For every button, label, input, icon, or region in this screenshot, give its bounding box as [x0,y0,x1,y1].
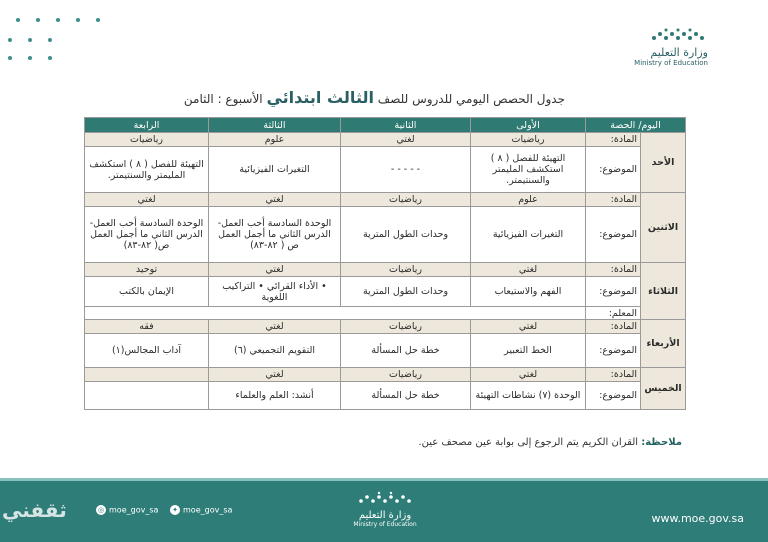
subject-cell: لغتي [471,368,586,382]
footer-ministry-logo [340,490,430,528]
title-grade: الثالث ابتدائي [266,88,374,107]
subject-cell: لغتي [209,320,341,334]
footer-ministry-ar: وزارة التعليم [358,510,412,521]
ministry-name-en: Ministry of Education [634,59,708,67]
header-period-2: الثانية [341,118,471,133]
table-row [85,320,686,334]
ministry-logo-icon [648,24,708,44]
header-day-period: اليوم/ الحصة [586,118,686,133]
instagram-handle: moe_gov_sa [109,505,159,515]
table-row [85,334,686,368]
topic-cell: الخط التعبير [471,334,586,368]
topic-cell: الفهم والاستيعاب [471,277,586,307]
watermark-logo: ثقفني [2,498,67,522]
header-period-3: الثالثة [209,118,341,133]
topic-cell: التقويم التجميعي (٦) [209,334,341,368]
topic-cell: وحدات الطول المترية [341,277,471,307]
topic-cell: التغيرات الفيزيائية [471,207,586,263]
teacher-label: المعلم: [586,307,641,320]
topic-cell: التغيرات الفيزيائية [209,147,341,193]
subject-label: المادة: [586,133,641,147]
table-row [85,368,686,382]
teacher-cell [85,307,586,320]
subject-cell: رياضيات [471,133,586,147]
topic-label: الموضوع: [586,147,641,193]
topic-cell: التهيئة للفصل ( ٨ ) استكشف المليمتر والسنتيمتر. [471,147,586,193]
subject-label: المادة: [586,368,641,382]
subject-cell: علوم [471,193,586,207]
note-label: ملاحظة: [641,437,682,448]
day-cell: الثلاثاء [641,263,686,320]
topic-cell: الوحدة السادسة أحب العمل- الدرس الثاني ما أجمل العمل ص ( ٨٢-٨٣) [209,207,341,263]
header-period-1: الأولى [471,118,586,133]
subject-cell: فقه [85,320,209,334]
topic-cell: آداب المجالس(١) [85,334,209,368]
subject-cell: رياضيات [341,193,471,207]
subject-cell: لغتي [209,368,341,382]
title-week: الأسبوع : الثامن [183,92,263,106]
twitter-handle: moe_gov_sa [183,505,233,515]
subject-cell: لغتي [209,263,341,277]
subject-label: المادة: [586,263,641,277]
day-cell: الأربعاء [641,320,686,368]
topic-cell: الوحدة السادسة أحب العمل- الدرس الثاني ما أجمل العمل ص( ٨٢-٨٣) [85,207,209,263]
title-prefix: جدول الحصص اليومي للدروس للصف [377,92,565,106]
topic-label: الموضوع: [586,334,641,368]
instagram-icon: ◎ [97,506,105,514]
subject-label: المادة: [586,320,641,334]
subject-cell: لغتي [341,133,471,147]
topic-label: الموضوع: [586,382,641,410]
subject-cell [85,368,209,382]
subject-cell: رياضيات [85,133,209,147]
topic-cell: الوحدة (٧) نشاطات التهيئة [471,382,586,410]
subject-cell: لغتي [471,263,586,277]
footer-ministry-logo-icon [355,490,415,506]
twitter-icon: ✦ [170,505,180,515]
page-title [120,88,565,107]
topic-cell [85,382,209,410]
table-row [85,382,686,410]
table-row [85,277,686,307]
twitter-link[interactable] [170,505,232,515]
subject-cell: لغتي [209,193,341,207]
table-row [85,207,686,263]
instagram-link[interactable] [96,505,158,515]
subject-cell: توحيد [85,263,209,277]
schedule-table [84,117,686,410]
topic-label: الموضوع: [586,207,641,263]
subject-cell: لغتي [85,193,209,207]
day-cell: الاثنين [641,193,686,263]
subject-cell: رياضيات [341,368,471,382]
table-row [85,307,686,320]
subject-cell: رياضيات [341,263,471,277]
topic-cell: • الأداء القرائي • التراكيب اللغوية [209,277,341,307]
subject-cell: رياضيات [341,320,471,334]
day-cell: الأحد [641,133,686,193]
topic-cell: خطة حل المسألة [341,334,471,368]
footer-ministry-en: Ministry of Education [353,521,417,528]
subject-label: المادة: [586,193,641,207]
note [300,437,682,448]
topic-label: الموضوع: [586,277,641,307]
topic-cell: خطة حل المسألة [341,382,471,410]
table-row [85,133,686,147]
topic-cell: أنشد: العلم والعلماء [209,382,341,410]
table-header-row [85,118,686,133]
table-row [85,263,686,277]
note-text: القران الكريم يتم الرجوع إلى بوابة عين مصحف عين. [418,437,639,448]
table-row [85,147,686,193]
day-cell: الخميس [641,368,686,410]
website-link[interactable]: www.moe.gov.sa [651,512,744,525]
subject-cell: علوم [209,133,341,147]
table-row [85,193,686,207]
topic-cell: الإيمان بالكتب [85,277,209,307]
topic-cell: وحدات الطول المترية [341,207,471,263]
header-period-4: الرابعة [85,118,209,133]
subject-cell: لغتي [471,320,586,334]
topic-cell: - - - - - [341,147,471,193]
ministry-logo [618,24,708,67]
topic-cell: التهيئة للفصل ( ٨ ) استكشف المليمتر والسنتيمتر. [85,147,209,193]
ministry-name-ar: وزارة التعليم [650,46,708,59]
